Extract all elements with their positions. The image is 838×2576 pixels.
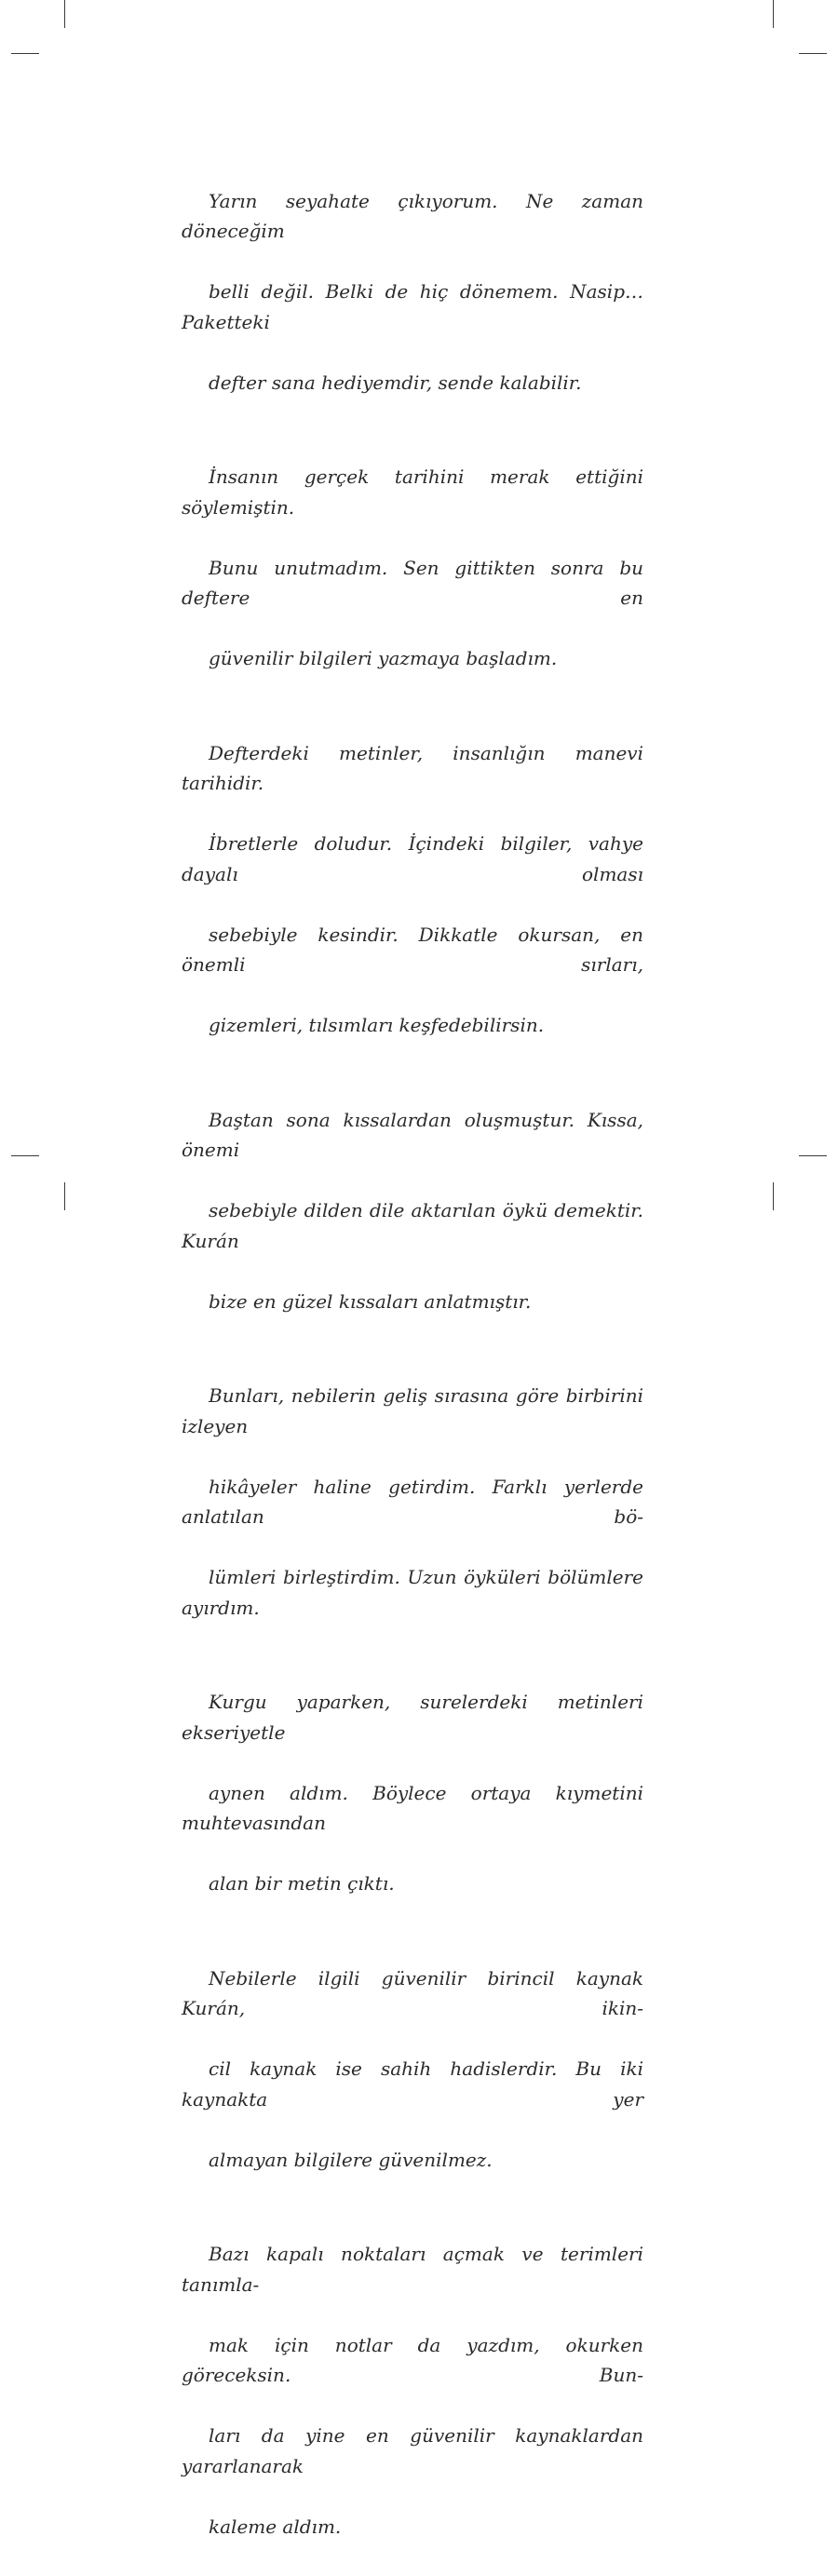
- text-line: gizemleri, tılsımları keşfedebilirsin.: [209, 1014, 545, 1036]
- text-line: Bazı kapalı noktaları açmak ve terimleri tanımla-: [182, 2243, 643, 2296]
- text-line: sebebiyle dilden dile aktarılan öykü demektir. Kurán: [182, 1199, 643, 1252]
- text-line: Defterdeki metinler, insanlığın manevi tarihidir.: [182, 741, 643, 794]
- text-line: cil kaynak ise sahih hadislerdir. Bu iki kaynakta yer: [182, 2057, 643, 2111]
- text-line: Nebilerle ilgili güvenilir birincil kaynak Kurán, ikin-: [182, 1966, 643, 2019]
- text-line: ları da yine en güvenilir kaynaklardan yararlanarak: [182, 2424, 643, 2477]
- paragraph-1: [182, 155, 643, 428]
- text-line: Yarın seyahate çıkıyorum. Ne zaman döneceğim: [182, 189, 643, 242]
- text-line: güvenilir bilgileri yazmaya başladım.: [209, 647, 558, 669]
- text-line: alan bir metin çıktı.: [209, 1872, 395, 1895]
- paragraph-5: [182, 1351, 643, 1653]
- text-line: Bunları, nebilerin geliş sırasına göre birbirini izleyen: [182, 1384, 643, 1437]
- text-line: İnsanın gerçek tarihini merak ettiğini söylemiştin.: [182, 465, 643, 519]
- text-line: defter sana hediyemdir, sende kalabilir.: [209, 371, 582, 394]
- crop-mark-bottom-left-horizontal: [11, 1155, 39, 1156]
- paragraph-3: [182, 708, 643, 1071]
- paragraph-2: [182, 432, 643, 705]
- paragraph-8: [182, 2209, 643, 2572]
- crop-mark-top-right-horizontal: [799, 53, 827, 54]
- text-line: belli değil. Belki de hiç dönemem. Nasip… Paketteki: [182, 280, 643, 333]
- crop-mark-top-left-horizontal: [11, 53, 39, 54]
- text-line: kaleme aldım.: [209, 2515, 342, 2538]
- text-line: bize en güzel kıssaları anlatmıştır.: [209, 1289, 532, 1313]
- text-line: almayan bilgilere güvenilmez.: [209, 2148, 493, 2171]
- crop-mark-top-left-vertical: [64, 0, 65, 28]
- text-line: sebebiyle kesindir. Dikkatle okursan, en önemli sırları,: [182, 923, 643, 976]
- paragraph-4: [182, 1074, 643, 1347]
- text-line: lümleri birleştirdim. Uzun öyküleri bölümlere ayırdım.: [182, 1566, 643, 1619]
- text-line: Baştan sona kıssalardan oluşmuştur. Kıssa, önemi: [182, 1108, 643, 1161]
- text-line: İbretlerle doludur. İçindeki bilgiler, vahye dayalı olması: [182, 832, 643, 885]
- crop-mark-bottom-left-vertical: [64, 1182, 65, 1210]
- crop-mark-top-right-vertical: [773, 0, 774, 28]
- text-line: Bunu unutmadım. Sen gittikten sonra bu deftere en: [182, 556, 643, 609]
- paragraph-6: [182, 1657, 643, 1930]
- crop-mark-bottom-right-vertical: [773, 1182, 774, 1210]
- paragraph-7: [182, 1933, 643, 2205]
- text-line: Kurgu yaparken, surelerdeki metinleri ekseriyetle: [182, 1691, 643, 1744]
- text-line: mak için notlar da yazdım, okurken göreceksin. Bun-: [182, 2333, 643, 2386]
- crop-mark-bottom-right-horizontal: [799, 1155, 827, 1156]
- text-line: aynen aldım. Böylece ortaya kıymetini muhtevasından: [182, 1781, 643, 1834]
- body-text: [182, 155, 643, 2576]
- text-line: hikâyeler haline getirdim. Farklı yerlerde anlatılan bö-: [182, 1475, 643, 1528]
